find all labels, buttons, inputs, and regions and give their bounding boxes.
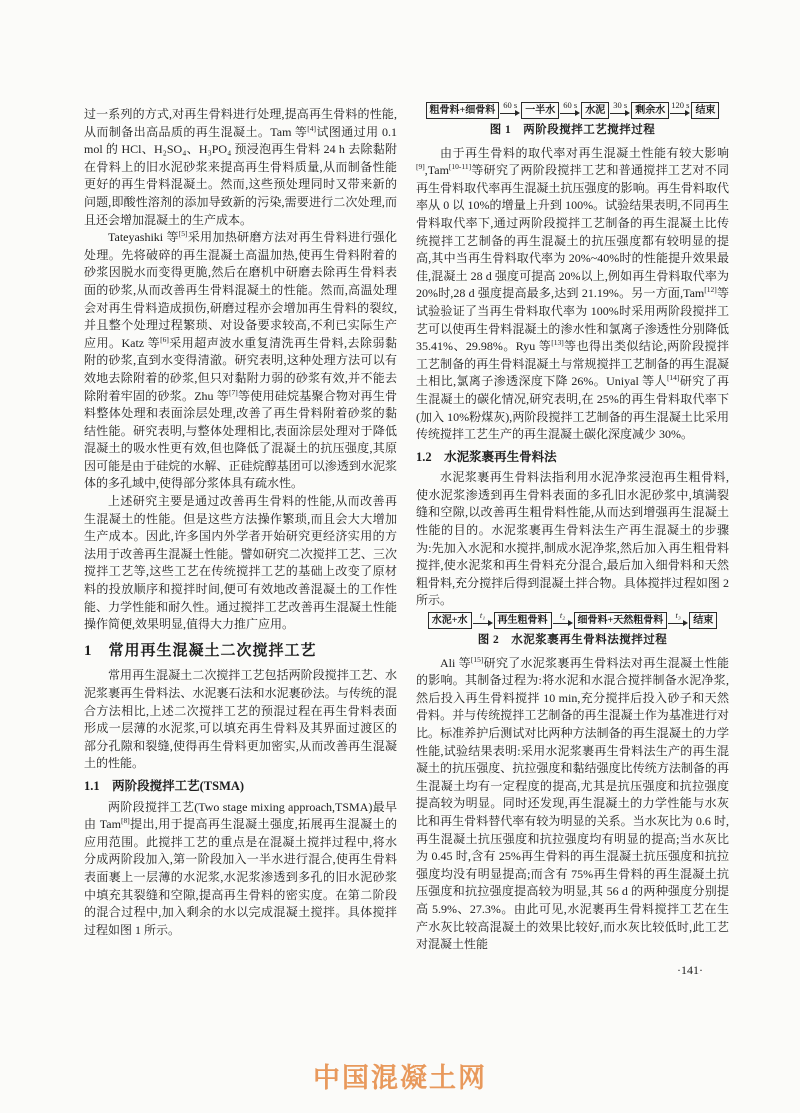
paragraph: Ali 等[15]研究了水泥浆裹再生骨料法对再生混凝土性能的影响。其制备过程为:将水泥和水混合搅拌制备水泥净浆,然后投入再生骨料搅拌 10 min,充分搅拌后投入砂子和天然骨料。并与传统搅拌工艺制备的再生混凝土作为基准进行对比。标准养护后测试对比两种方法制备的再生混凝土的力学性能,试验结果表明:采用水泥浆裹再生骨料法生产的再生混凝土的抗压强度、抗拉强度和黏结强度比传统方法制备的再生混凝土均有一定程度的提高,尤其是抗压强度和抗拉强度提高较为明显。同时还发现,再生混凝土的力学性能与水灰比和再生骨料替代率有较为明显的关系。当水灰比为 0.6 时,再生混凝土抗压强度和抗拉强度均有明显的提高;当水灰比为 0.45 时,含有 25%再生骨料的再生混凝土抗压强度和抗拉强度均没有明显提高;而含有 75%再生骨料的再生混凝土抗压强度和抗拉强度提高较为明显,其 56 d 的两种强度分别提高 5.9%、27.3%。由此可见,水泥裹再生骨料搅拌工艺在生产水灰比较高混凝土的效果比较好,而水灰比较低时,此工艺对混凝土性能 [416,654,729,952]
figure-1-flowchart [416,99,729,119]
flow-arrow-icon [610,101,630,117]
figure-1-caption: 图 1 两阶段搅拌工艺搅拌过程 [489,124,656,136]
flow-arrow-icon [500,101,520,117]
flow-arrow-shaft [610,110,630,117]
flow-arrow-icon [560,101,580,117]
flow-step-box: 结束 [689,612,717,629]
flow-arrow-shaft [668,620,688,627]
section-1-heading: 1 常用再生混凝土二次搅拌工艺 [84,642,317,659]
flow-step-box: 水泥 [581,102,609,119]
flow-arrow-shaft [560,110,580,117]
flow-step-box: 细骨料+天然粗骨料 [574,612,668,629]
flow-arrow-icon [553,611,573,627]
section-1-2-heading: 1.2 水泥浆裹再生骨料法 [416,449,557,464]
flow-step-box: 结束 [691,102,719,119]
watermark: 中国混凝土网 [313,1063,487,1093]
flow-arrow-label: t₃ [675,609,681,620]
flow-step-box: 再生粗骨料 [494,612,552,629]
flow-step-box: 一半水 [521,102,559,119]
flow-step-box: 剩余水 [631,102,669,119]
flow-arrow-shaft [500,110,520,117]
right-column [416,100,729,979]
figure-1 [416,99,729,140]
flow-arrow-label: t₁ [479,609,486,620]
flow-arrow-label: 60 s [563,99,578,110]
flow-arrow-label: 60 s [503,99,518,110]
flow-arrow-icon [668,611,688,627]
figure-2-flowchart [416,609,729,629]
flow-step-box: 水泥+水 [428,612,472,629]
flow-arrow-label: t₂ [559,609,566,620]
paragraph: 过一系列的方式,对再生骨料进行处理,提高再生骨料的性能,从而制备出高品质的再生混凝土。Tam 等[4]试图通过用 0.1 mol 的 HCl、H₂SO₄、H₃PO₄ 预浸泡再生骨料 24 h 去除黏附在骨料上的旧水泥砂浆来提高再生骨料质量,从而制备性能更好的再生骨料混凝土。然而,这些预处理同时又带来新的问题,即酸性溶剂的添加导致新的污染,需要进行二次处理,而且还会增加混凝土的生产成本。 [84,107,397,227]
flow-arrow-shaft [473,620,493,627]
paragraph: 两阶段搅拌工艺(Two stage mixing approach,TSMA)最早由 Tam[8]提出,用于提高再生混凝土强度,拓展再生混凝土的应用范围。此搅拌工艺的重点是在混凝土搅拌过程中,将水分成两阶段加入,第一阶段加入一半水进行混合,使再生骨料表面裹上一层薄的水泥浆,水泥浆渗透到多孔的旧水泥砂浆中填充其裂缝和空隙,提高再生骨料的密实度。在第二阶段的混合过程中,加入剩余的水以完成混凝土搅拌。具体搅拌过程如图 1 所示。 [84,799,397,937]
section-1-1-heading: 1.1 两阶段搅拌工艺(TSMA) [84,778,245,793]
paragraph: 上述研究主要是通过改善再生骨料的性能,从而改善再生混凝土的性能。但是这些方法操作繁琐,而且会大大增加生产成本。因此,许多国内外学者开始研究更经济实用的方法用于改善再生混凝土性能。譬如研究二次搅拌工艺、三次搅拌工艺等,这些工艺在传统搅拌工艺的基础上改变了原材料的投放顺序和搅拌时间,便可有效地改善混凝土的工作性能、力学性能和耐久性。通过搅拌工艺改善再生混凝土性能操作简便,效果明显,值得大力推广应用。 [84,494,397,632]
flow-arrow-icon [473,611,493,627]
flow-arrow-shaft [553,620,573,627]
flow-arrow-label: 30 s [613,99,628,110]
page-number: ·141· [677,962,703,977]
paragraph: 水泥浆裹再生骨料法指利用水泥净浆浸泡再生粗骨料,使水泥浆渗透到再生骨料表面的多孔旧水泥砂浆中,填满裂缝和空隙,以改善再生粗骨料性能,从而达到增强再生混凝土性能的目的。水泥浆裹再生骨料法生产再生混凝土的步骤为:先加入水泥和水搅拌,制成水泥净浆,然后加入再生粗骨料搅拌,使水泥浆和再生骨料充分混合,最后加入细骨料和天然粗骨料,充分搅拌后得到混凝土拌合物。具体搅拌过程如图 2 所示。 [416,470,729,608]
flow-step-box: 粗骨料+细骨料 [426,102,500,119]
left-column [84,106,397,939]
figure-2 [416,609,729,650]
figure-2-caption: 图 2 水泥浆裹再生骨料法搅拌过程 [477,634,668,647]
flow-arrow-icon [670,101,690,117]
paragraph: Tateyashiki 等[5]采用加热研磨方法对再生骨料进行强化处理。先将破碎的再生混凝土高温加热,使再生骨料附着的砂浆因脱水而变得更脆,然后在磨机中研磨去除再生骨料表面的砂浆,从而改善再生骨料混凝土的性能。然而,高温处理会对再生骨料造成损伤,研磨过程亦会增加再生骨料的裂纹,并且整个处理过程繁琐、对设备要求较高,不利已实际生产应用。Katz 等[6]采用超声波水重复清洗再生骨料,去除弱黏附的砂浆,直到水变得清澈。研究表明,这种处理方法可以有效地去除附着的砂浆,但只对黏附力弱的砂浆有效,并不能去除附着牢固的砂浆。Zhu 等[7]等使用硅烷基聚合物对再生骨料整体处理和表面涂层处理,改善了再生骨料附着砂浆的黏结性能。研究表明,与整体处理相比,表面涂层处理对于降低混凝土的吸水性更有效,但也降低了混凝土的抗压强度,其原因可能是由于硅烷的水解、正硅烷醇基团可以渗透到水泥浆体的多孔域中,使得部分浆体具有疏水性。 [84,229,397,491]
flow-arrow-label: 120 s [671,99,690,110]
paragraph: 常用再生混凝土二次搅拌工艺包括两阶段搅拌工艺、水泥浆裹再生骨料法、水泥裹石法和水泥裹砂法。与传统的混合方法相比,上述二次搅拌工艺的预混过程在再生骨料表面形成一层薄的水泥浆,可以填充再生骨料及其界面过渡区的部分孔隙和裂缝,使得再生骨料更加密实,从而改善再生混凝土的性能。 [84,668,397,771]
paragraph: 由于再生骨料的取代率对再生混凝土性能有较大影响[9],Tam[10-11]等研究了两阶段搅拌工艺和普通搅拌工艺对不同再生骨料取代率再生混凝土抗压强度的影响。再生骨料取代率从 0 以 10%的增量上升到 100%。试验结果表明,不同再生骨料取代率下,通过两阶段搅拌工艺制备的再生混凝土比传统搅拌工艺制备的再生混凝土的抗压强度都有较明显的提高,其中当再生骨料取代率为 20%~40%时的性能提升效果最佳,混凝土 28 d 强度可提高 20%以上,例如再生骨料取代率为 20%时,28 d 强度提高最多,达到 21.19%。另一方面,Tam[12]等试验验证了当再生骨料取代率为 100%时采用两阶段搅拌工艺可以使再生骨料混凝土的渗水性和氯离子渗透性分别降低 35.41%、29.98%。Ryu 等[13]等也得出类似结论,两阶段搅拌工艺制备的再生骨料混凝土与常规搅拌工艺制备的再生混凝土相比,氯离子渗透深度下降 26%。Uniyal 等人[14]研究了再生混凝土的碳化情况,研究表明,在 25%的再生骨料取代率下(加入 10%粉煤灰),两阶段搅拌工艺制备的再生混凝土比采用传统搅拌工艺生产的再生混凝土碳化深度减少 30%。 [416,145,729,442]
flow-arrow-shaft [670,110,690,117]
